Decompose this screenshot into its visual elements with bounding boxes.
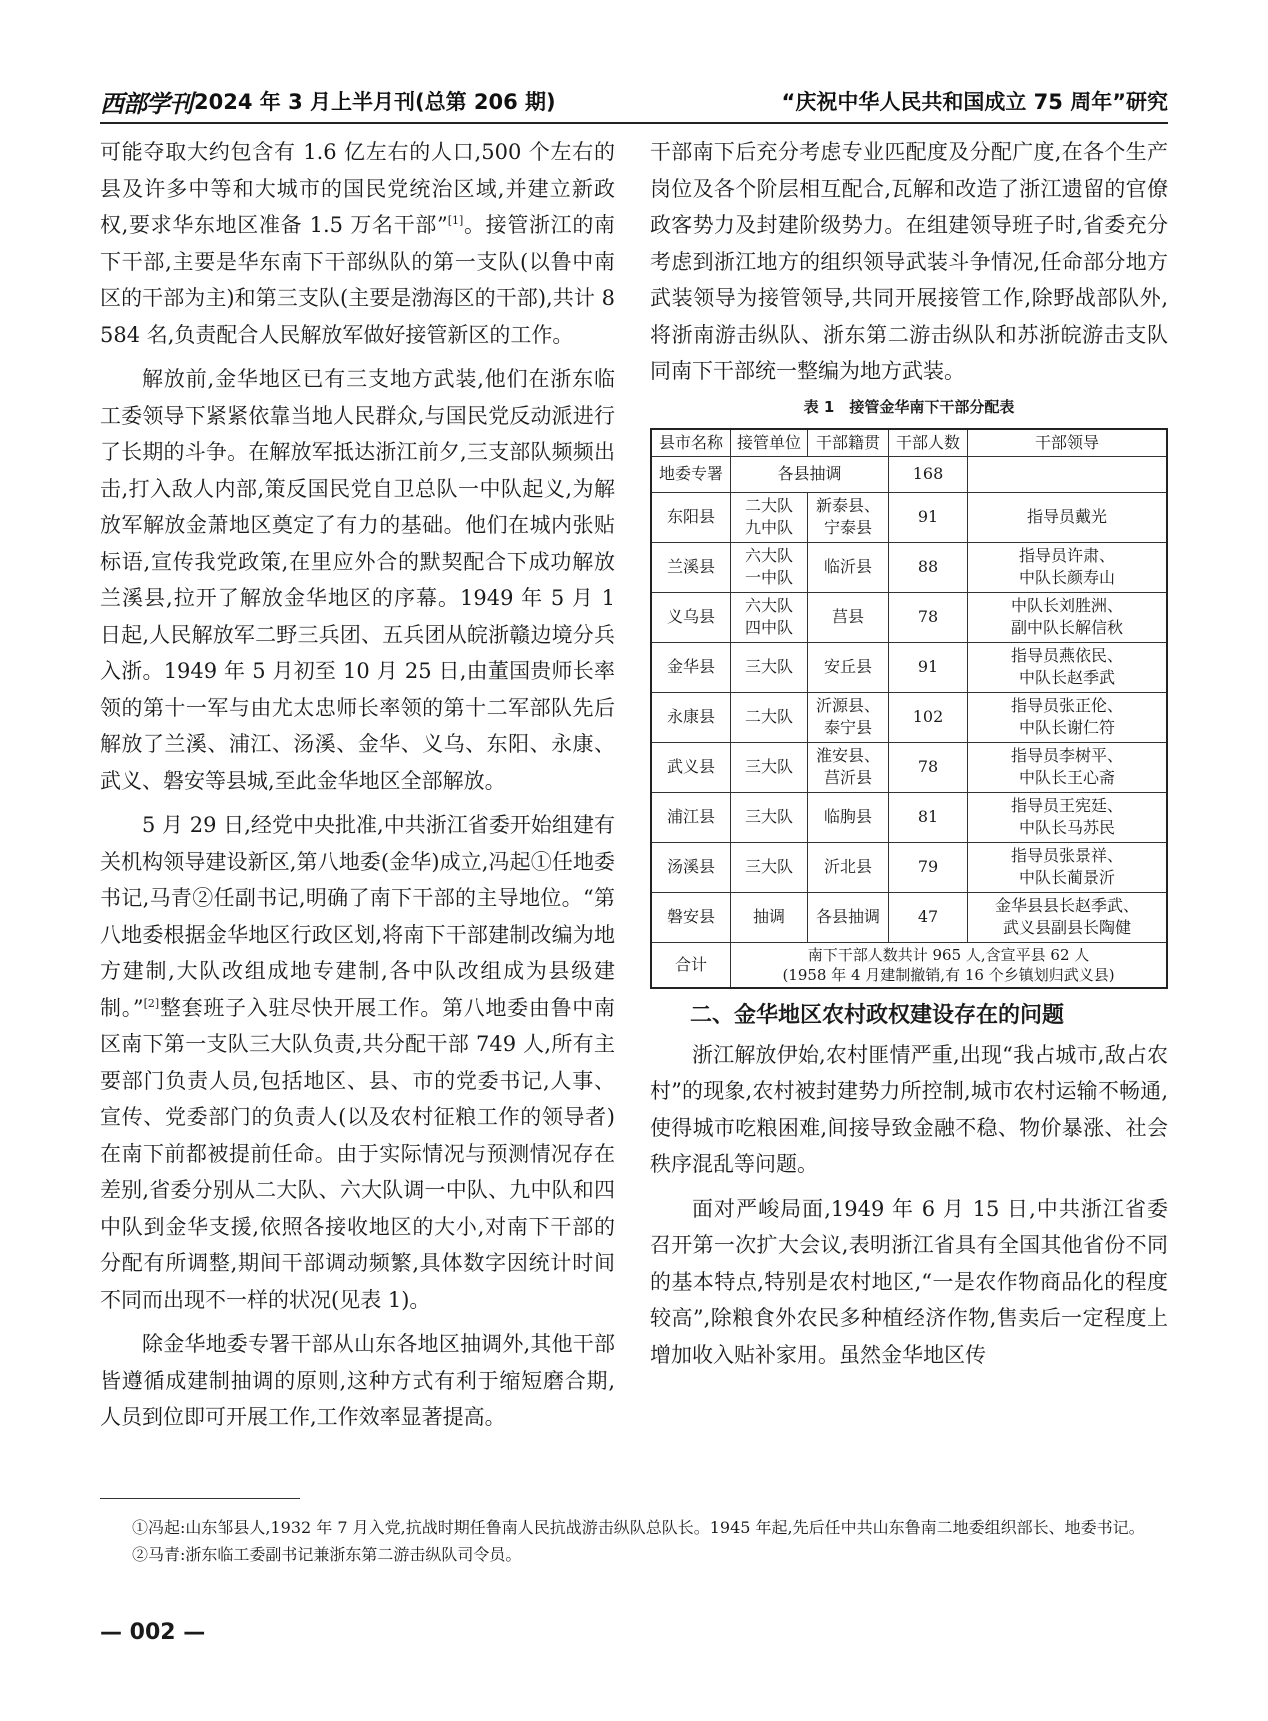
table-total-row bbox=[651, 942, 1167, 988]
table-header: 干部人数 bbox=[889, 429, 968, 457]
table-cell: 各县抽调 bbox=[731, 456, 889, 492]
table-cell bbox=[968, 456, 1168, 492]
table-row bbox=[651, 542, 1167, 592]
table-header: 接管单位 bbox=[731, 429, 808, 457]
right-column bbox=[650, 134, 1168, 1373]
table-row bbox=[651, 592, 1167, 642]
footnote-marker: ① bbox=[530, 849, 552, 874]
table-cell: 义乌县 bbox=[651, 592, 731, 642]
table-cell: 指导员王宪廷、 中队长马苏民 bbox=[968, 792, 1168, 842]
table-cell: 临朐县 bbox=[808, 792, 889, 842]
table-cell: 指导员许肃、 中队长颜寿山 bbox=[968, 542, 1168, 592]
table-cell: 六大队 一中队 bbox=[731, 542, 808, 592]
table-cell: 金华县 bbox=[651, 642, 731, 692]
table-cell: 168 bbox=[889, 456, 968, 492]
table-cell: 武义县 bbox=[651, 742, 731, 792]
table-cell: 三大队 bbox=[731, 742, 808, 792]
paragraph: 面对严峻局面,1949 年 6 月 15 日,中共浙江省委召开第一次扩大会议,表明浙江省具有全国其他省份不同的基本特点,特别是农村地区,“一是农作物商品化的程度较高”,除粮食外农民多种植经济作物,售卖后一定程度上增加收入贴补家用。虽然金华地区传 bbox=[650, 1196, 1168, 1367]
paragraph: 可能夺取大约包含有 1.6 亿左右的人口,500 个左右的县及许多中等和大城市的国民党统治区域,并建立新政权,要求华东地区准备 1.5 万名干部”[1]。接管浙江的南下干部,主要是华东南下干部纵队的第一支队(以鲁中南区的干部为主)和第三支队(主要是渤海区的干部),共计 8 584 名,负责配合人民解放军做好接管新区的工作。 bbox=[100, 140, 615, 347]
paragraph: 解放前,金华地区已有三支地方武装,他们在浙东临工委领导下紧紧依靠当地人民群众,与国民党反动派进行了长期的斗争。在解放军抵达浙江前夕,三支部队频频出击,打入敌人内部,策反国民党自卫总队一中队起义,为解放军解放金萧地区奠定了有力的基础。他们在城内张贴标语,宣传我党政策,在里应外合的默契配合下成功解放兰溪县,拉开了解放金华地区的序幕。1949 年 5 月 1 日起,人民解放军二野三兵团、五兵团从皖浙赣边境分兵入浙。1949 年 5 月初至 10 月 25 日,由董国贵师长率领的第十一军与由尤太忠师长率领的第十二军部队先后解放了兰溪、浦江、汤溪、金华、义乌、东阳、永康、武义、磐安等县城,至此金华地区全部解放。 bbox=[100, 367, 615, 793]
paragraph: 浙江解放伊始,农村匪情严重,出现“我占城市,敌占农村”的现象,农村被封建势力所控制,城市农村运输不畅通,使得城市吃粮困难,间接导致金融不稳、物价暴涨、社会秩序混乱等问题。 bbox=[650, 1042, 1168, 1176]
table-row bbox=[651, 792, 1167, 842]
table-cell: 金华县县长赵季武、 武义县副县长陶健 bbox=[968, 892, 1168, 942]
table-body bbox=[651, 492, 1167, 942]
table-cell: 三大队 bbox=[731, 642, 808, 692]
table-cell: 淮安县、 莒沂县 bbox=[808, 742, 889, 792]
footnote-marker: ② bbox=[192, 886, 214, 910]
table-header: 干部籍贯 bbox=[808, 429, 889, 457]
footnote-divider bbox=[100, 1498, 300, 1499]
table-row bbox=[651, 456, 1167, 492]
table-cell: 中队长刘胜洲、 副中队长解信秋 bbox=[968, 592, 1168, 642]
paragraph: 除金华地委专署干部从山东各地区抽调外,其他干部皆遵循成建制抽调的原则,这种方式有利于缩短磨合期,人员到位即可开展工作,工作效率显著提高。 bbox=[100, 1332, 615, 1429]
table-cell: 沂源县、 泰宁县 bbox=[808, 692, 889, 742]
table-cell: 莒县 bbox=[808, 592, 889, 642]
table-cell: 指导员戴光 bbox=[968, 492, 1168, 542]
paragraph: 干部南下后充分考虑专业匹配度及分配广度,在各个生产岗位及各个阶层相互配合,瓦解和改造了浙江遗留的官僚政客势力及封建阶级势力。在组建领导班子时,省委充分考虑到浙江地方的组织领导武装斗争情况,任命部分地方武装领导为接管领导,共同开展接管工作,除野战部队外,将浙南游击纵队、浙东第二游击纵队和苏浙皖游击支队同南下干部统一整编为地方武装。 bbox=[650, 140, 1168, 383]
table-cell: 六大队 四中队 bbox=[731, 592, 808, 642]
table-cell: 指导员张景祥、 中队长蔺景沂 bbox=[968, 842, 1168, 892]
table-cell: 合计 bbox=[651, 942, 731, 988]
table-cell: 47 bbox=[889, 892, 968, 942]
table-cell: 三大队 bbox=[731, 792, 808, 842]
table-cell: 新泰县、 宁泰县 bbox=[808, 492, 889, 542]
citation-ref: [1] bbox=[447, 214, 464, 227]
footnote: ①冯起:山东邹县人,1932 年 7 月入党,抗战时期任鲁南人民抗战游击纵队总队长。1945 年起,先后任中共山东鲁南二地委组织部长、地委书记。 bbox=[132, 1518, 1145, 1537]
citation-ref: [2] bbox=[143, 996, 160, 1010]
table-header: 干部领导 bbox=[968, 429, 1168, 457]
table-header: 县市名称 bbox=[651, 429, 731, 457]
table-cell: 南下干部人数共计 965 人,含宣平县 62 人 (1958 年 4 月建制撤销,有 16 个乡镇划归武义县) bbox=[731, 942, 1168, 988]
table-cell: 抽调 bbox=[731, 892, 808, 942]
table-cell: 102 bbox=[889, 692, 968, 742]
section-title: 二、金华地区农村政权建设存在的问题 bbox=[690, 1002, 1065, 1028]
table-row bbox=[651, 642, 1167, 692]
table-cell: 兰溪县 bbox=[651, 542, 731, 592]
footnote: ②马青:浙东临工委副书记兼浙东第二游击纵队司令员。 bbox=[132, 1545, 522, 1564]
table-cell: 汤溪县 bbox=[651, 842, 731, 892]
table-cell: 三大队 bbox=[731, 842, 808, 892]
table-cell: 二大队 九中队 bbox=[731, 492, 808, 542]
table-cell: 浦江县 bbox=[651, 792, 731, 842]
table-cell: 磐安县 bbox=[651, 892, 731, 942]
table-row bbox=[651, 492, 1167, 542]
table-cell: 指导员燕依民、 中队长赵季武 bbox=[968, 642, 1168, 692]
table-row bbox=[651, 692, 1167, 742]
paragraph: 5 月 29 日,经党中央批准,中共浙江省委开始组建有关机构领导建设新区,第八地委(金华)成立,冯起①任地委书记,马青②任副书记,明确了南下干部的主导地位。“第八地委根据金华地区行政区划,将南下干部建制改编为地方建制,大队改组成地专建制,各中队改组成为县级建制。”[2]整套班子入驻尽快开展工作。第八地委由鲁中南区南下第一支队三大队负责,共分配干部 749 人,所有主要部门负责人员,包括地区、县、市的党委书记,人事、宣传、党委部门的负责人(以及农村征粮工作的领导者)在南下前都被提前任命。由于实际情况与预测情况存在差别,省委分别从二大队、六大队调一中队、九中队和四中队到金华支援,依照各接收地区的大小,对南下干部的分配有所调整,期间干部调动频繁,具体数字因统计时间不同而出现不一样的状况(见表 1)。 bbox=[100, 813, 616, 1312]
table-header-row bbox=[651, 429, 1167, 457]
table-cell: 78 bbox=[889, 742, 968, 792]
page-number: — 002 — bbox=[100, 1620, 206, 1645]
table-cell: 指导员张正伦、 中队长谢仁符 bbox=[968, 692, 1168, 742]
table-cell: 88 bbox=[889, 542, 968, 592]
table-cell: 91 bbox=[889, 642, 968, 692]
journal-logo: 西部学刊 bbox=[100, 89, 192, 118]
table-cell: 79 bbox=[889, 842, 968, 892]
table-row bbox=[651, 842, 1167, 892]
issue-info: 2024 年 3 月上半月刊(总第 206 期) bbox=[194, 90, 556, 114]
running-header bbox=[100, 86, 1168, 124]
table-cell: 东阳县 bbox=[651, 492, 731, 542]
table-cell: 78 bbox=[889, 592, 968, 642]
footnotes bbox=[100, 1514, 1168, 1568]
table-cell: 各县抽调 bbox=[808, 892, 889, 942]
table-row bbox=[651, 892, 1167, 942]
table-cell: 91 bbox=[889, 492, 968, 542]
table-cell: 指导员李树平、 中队长王心斋 bbox=[968, 742, 1168, 792]
series-title: “庆祝中华人民共和国成立 75 周年”研究 bbox=[781, 90, 1168, 114]
table-cell: 沂北县 bbox=[808, 842, 889, 892]
table-cell: 二大队 bbox=[731, 692, 808, 742]
table-cell: 临沂县 bbox=[808, 542, 889, 592]
table-cell: 安丘县 bbox=[808, 642, 889, 692]
cadre-allocation-table bbox=[650, 428, 1168, 989]
table-caption: 表 1 接管金华南下干部分配表 bbox=[803, 397, 1015, 416]
left-column bbox=[100, 134, 615, 1436]
table-cell: 81 bbox=[889, 792, 968, 842]
table-cell: 地委专署 bbox=[651, 456, 731, 492]
table-cell: 永康县 bbox=[651, 692, 731, 742]
table-row bbox=[651, 742, 1167, 792]
